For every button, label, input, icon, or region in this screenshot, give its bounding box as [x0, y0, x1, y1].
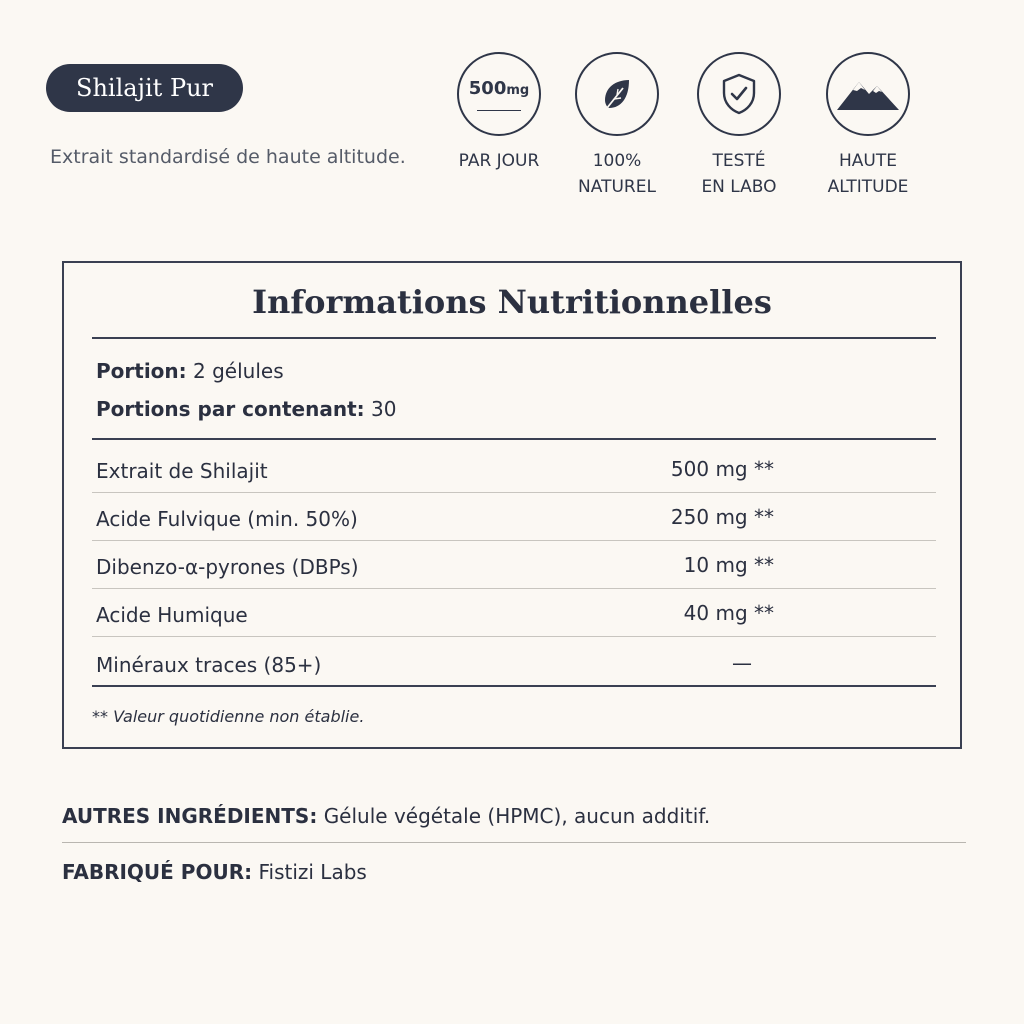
- nutrition-panel: [62, 261, 962, 749]
- made-for-value: Fistizi Labs: [258, 860, 367, 884]
- row-divider: [92, 492, 936, 493]
- dose-divider: [477, 110, 521, 111]
- badge-natural: [557, 52, 677, 200]
- panel-title: Informations Nutritionnelles: [252, 283, 772, 321]
- nutrient-name: Dibenzo-α-pyrones (DBPs): [96, 555, 359, 579]
- shield-check-icon: [697, 52, 781, 136]
- serving-value: 2 gélules: [193, 359, 284, 383]
- dose-value: 500: [468, 77, 507, 99]
- nutrient-amount: 250 mg **: [670, 505, 774, 529]
- nutrient-name: Minéraux traces (85+): [96, 653, 322, 677]
- other-ingredients-label: AUTRES INGRÉDIENTS:: [62, 804, 318, 828]
- rows-bottom-divider: [92, 685, 936, 687]
- footnote: ** Valeur quotidienne non établie.: [92, 707, 365, 726]
- badge-caption-natural: 100% NATUREL: [578, 151, 656, 197]
- badge-altitude: [808, 52, 928, 200]
- mountain-icon: [826, 52, 910, 136]
- nutrient-amount: —: [732, 651, 752, 675]
- nutrient-name: Acide Humique: [96, 603, 248, 627]
- title-divider: [92, 337, 936, 339]
- nutrient-amount: 500 mg **: [670, 457, 774, 481]
- serving-divider: [92, 438, 936, 440]
- badge-dose: [439, 52, 559, 174]
- dose-icon: [457, 52, 541, 136]
- leaf-icon: [575, 52, 659, 136]
- nutrient-amount: 40 mg **: [683, 601, 774, 625]
- nutrient-name: Acide Fulvique (min. 50%): [96, 507, 358, 531]
- servings-per-container-label: Portions par contenant:: [96, 397, 365, 421]
- other-ingredients: [62, 804, 710, 828]
- made-for: [62, 860, 367, 884]
- tagline: Extrait standardisé de haute altitude.: [50, 146, 406, 168]
- badge-caption-dose: PAR JOUR: [458, 151, 540, 171]
- badge-caption-altitude: HAUTE ALTITUDE: [827, 151, 909, 197]
- bottom-divider: [62, 842, 966, 843]
- nutrient-name: Extrait de Shilajit: [96, 459, 268, 483]
- nutrient-amount: 10 mg **: [683, 553, 774, 577]
- serving-size: [96, 359, 284, 383]
- row-divider: [92, 636, 936, 637]
- dose-unit: mg: [506, 82, 530, 98]
- made-for-label: FABRIQUÉ POUR:: [62, 860, 253, 884]
- row-divider: [92, 588, 936, 589]
- other-ingredients-value: Gélule végétale (HPMC), aucun additif.: [323, 804, 711, 828]
- row-divider: [92, 540, 936, 541]
- badge-lab-tested: [679, 52, 799, 200]
- serving-label: Portion:: [96, 359, 187, 383]
- servings-per-container: [96, 397, 396, 421]
- badge-caption-lab-tested: TESTÉ EN LABO: [701, 151, 777, 197]
- product-name-badge: Shilajit Pur: [46, 64, 243, 112]
- servings-per-container-value: 30: [371, 397, 397, 421]
